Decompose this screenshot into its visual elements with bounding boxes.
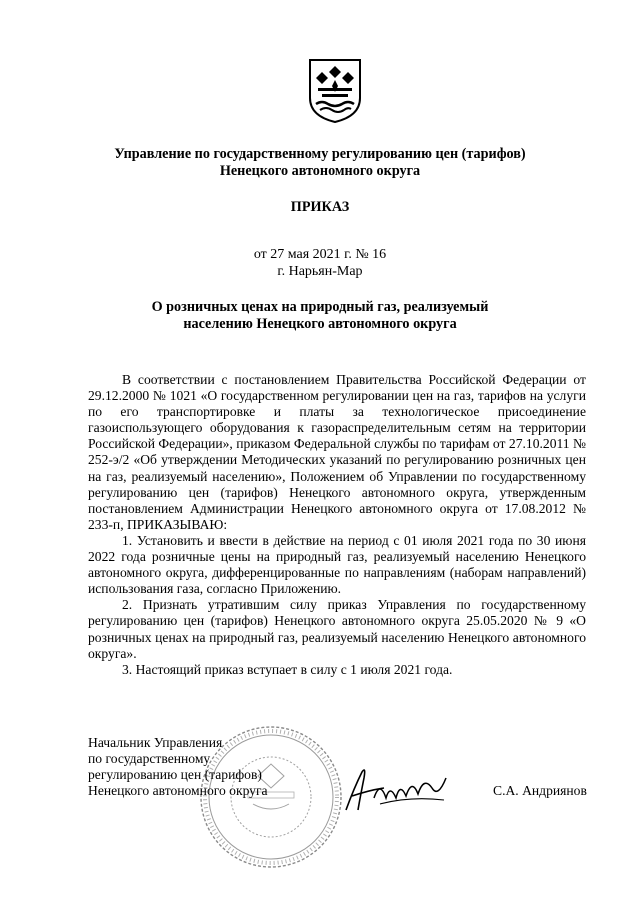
document-type: ПРИКАЗ [290,199,350,215]
order-title-line-2: населению Ненецкого автономного округа [183,316,457,332]
signatory-position [88,735,268,799]
order-body [88,372,586,678]
position-line-2: по государственному [88,751,211,767]
preamble-paragraph: В соответствии с постановлением Правительства Российской Федерации от 29.12.2000 № 1021 «О государственном регулировании цен на газ, тарифов на услуги по его транспортировке и платы за технологическое присоединение газоиспользующего оборудования к газораспределительным сетям на территории Российской Федерации», приказом Федеральной службы по тарифам от 27.10.2011 № 252-э/2 «Об утверждении Методических указаний по регулированию розничных цен на газ, реализуемый населению», Положением об Управлении по государственному регулированию цен (тарифов) Ненецкого автономного округа, утвержденным постановлением Администрации Ненецкого автономного округа от 17.08.2012 № 233-п, ПРИКАЗЫВАЮ: [88,372,586,532]
org-name-line-2: Ненецкого автономного округа [219,163,421,179]
order-item-3: 3. Настоящий приказ вступает в силу с 1 июля 2021 года. [122,661,453,677]
order-date-number: от 27 мая 2021 г. № 16 [253,247,387,262]
order-item-2: 2. Признать утратившим силу приказ Управления по государственному регулированию цен (тарифов) Ненецкого автономного округа 25.05.2020 № 9 «О розничных ценах на природный газ, реализуемый населению Ненецкого автономного округа». [88,597,586,661]
place-of-issue: г. Нарьян-Мар [277,264,363,279]
order-title-line-1: О розничных ценах на природный газ, реализуемый [151,299,489,315]
coat-of-arms-icon [308,58,362,124]
issuing-authority [60,146,580,180]
position-line-1: Начальник Управления [88,735,223,750]
order-item-1: 1. Установить и ввести в действие на период с 01 июля 2021 года по 30 июня 2022 года розничные цены на природный газ, реализуемый населению Ненецкого автономного округа, дифференцированные по направлениям (наборам направлений) использования газа, согласно Приложению. [88,532,586,597]
position-line-3: регулированию цен (тарифов) [88,767,262,783]
handwritten-signature-icon [340,758,450,818]
org-name-line-1: Управление по государственному регулированию цен (тарифов) [114,146,526,162]
order-title [60,299,580,333]
position-line-4: Ненецкого автономного округа [88,783,268,799]
date-and-place [60,246,580,280]
signer-name: С.А. Андриянов [493,783,587,798]
